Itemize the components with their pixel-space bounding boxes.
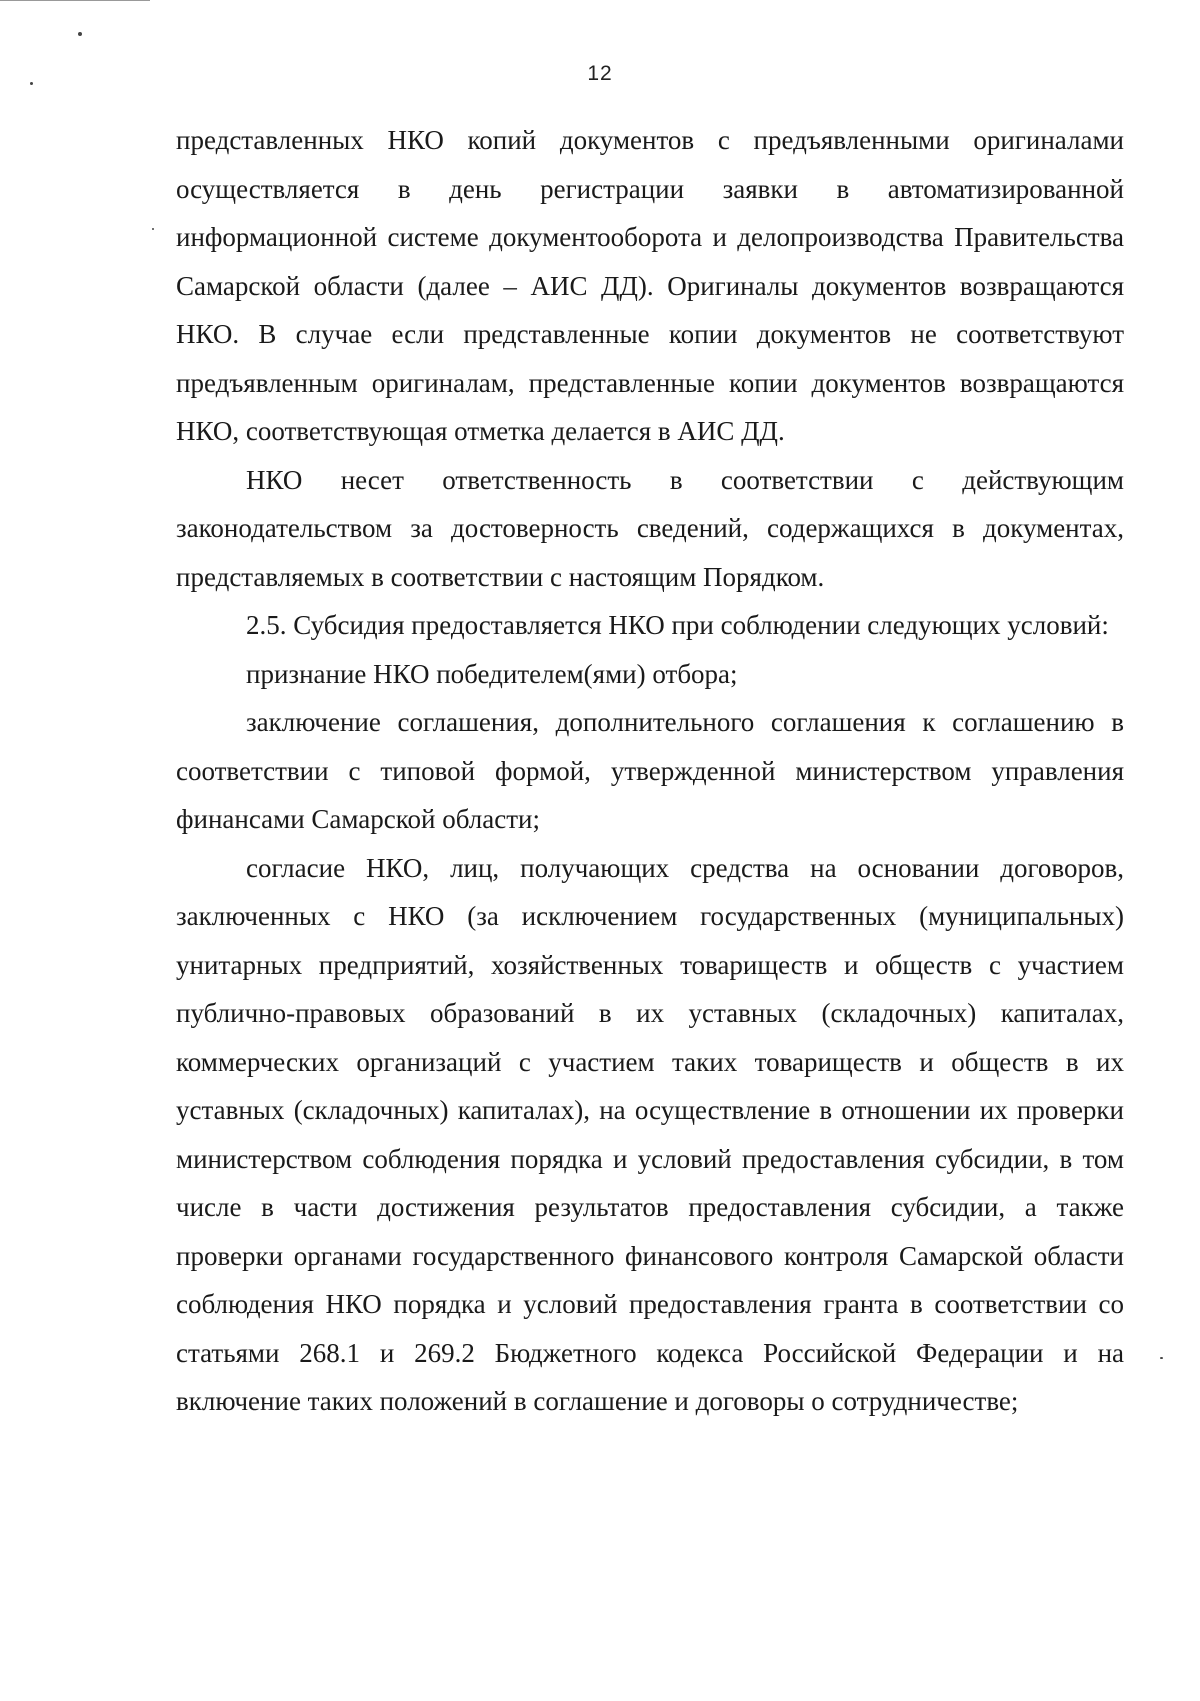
paragraph: признание НКО победителем(ями) отбора;: [246, 658, 738, 689]
scan-speck: [1160, 1357, 1163, 1359]
paragraph: 2.5. Субсидия предоставляется НКО при соблюдении следующих условий:: [246, 610, 1109, 640]
paragraph: заключение соглашения, дополнительного соглашения к соглашению в соответствии с типовой формой, утвержденной министерством управления финансами Самарской области;: [176, 707, 1124, 834]
page-number: 12: [587, 62, 613, 85]
paragraph: представленных НКО копий документов с предъявленными оригиналами осуществляется в день регистрации заявки в автоматизированной информационной системе документооборота и делопроизводства Правительства Самарской области (далее – АИС ДД). Оригиналы документов возвращаются НКО. В случае если представленные копии документов не соответствуют предъявленным оригиналам, представленные копии документов возвращаются НКО, соответствующая отметка делается в АИС ДД.: [176, 125, 1124, 446]
scan-speck: [152, 228, 154, 230]
scan-speck: [78, 32, 82, 36]
paragraph: НКО несет ответственность в соответствии с действующим законодательством за достоверность сведений, содержащихся в документах, представляемых в соответствии с настоящим Порядком.: [176, 464, 1124, 592]
scan-top-edge-line: [0, 0, 150, 1]
paragraph: согласие НКО, лиц, получающих средства на основании договоров, заключенных с НКО (за исключением государственных (муниципальных) унитарных предприятий, хозяйственных товариществ и обществ с участием публично-правовых образований в их уставных (складочных) капиталах, коммерческих организаций с участием таких товариществ и обществ в их уставных (складочных) капиталах), на осуществление в отношении их проверки министерством соблюдения порядка и условий предоставления субсидии, в том числе в части достижения результатов предоставления субсидии, а также проверки органами государственного финансового контроля Самарской области соблюдения НКО порядка и условий предоставления гранта в соответствии со статьями 268.1 и 269.2 Бюджетного кодекса Российской Федерации и на включение таких положений в соглашение и договоры о сотрудничестве;: [176, 852, 1124, 1416]
document-body: [176, 116, 1124, 1426]
